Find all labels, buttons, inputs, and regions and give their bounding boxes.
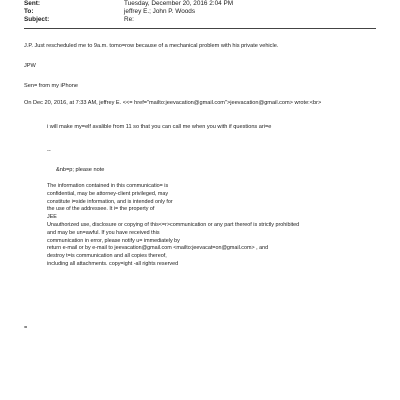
message-line: J.P. Just rescheduled me to 9a.m. tomo=row because of a mechanical problem with his private vehicle. [24, 43, 279, 49]
subject-label: Subject: [24, 15, 50, 23]
to-label: To: [24, 7, 34, 15]
sent-label: Sent: [24, 0, 40, 7]
disclaimer-line: communication in error, please notify u= immediately by [47, 237, 180, 244]
confidentiality-disclaimer [47, 183, 377, 269]
disclaimer-line: The information contained in this communicatio= is [47, 183, 169, 189]
to-value: jeffrey E.; John P. Woods [124, 7, 196, 15]
disclaimer-line: including all attachments. copy=ight -all rights reserved [47, 260, 179, 267]
disclaimer-line: and may be un=awful. If you have received this [47, 229, 160, 236]
to-row [24, 8, 380, 16]
email-header [24, 0, 380, 24]
subject-row [24, 16, 380, 24]
quoted-line: i will make my=elf avalible from 11 so that you can call me when you with if questions ari=e [47, 124, 272, 130]
disclaimer-line: constitute i=side information, and is intended only for [47, 198, 173, 205]
signature: JPW [24, 63, 36, 69]
disclaimer-line: the use of the addressee. It i= the property of [47, 206, 155, 213]
sent-row [24, 0, 380, 8]
disclaimer-line: return e-mail or by e-mail to jeevacation@gmail.com <mailto:jeevacat=on@gmail.com> , and [47, 245, 269, 252]
separator-dashes: -- [47, 148, 51, 154]
disclaimer-line: JEE [47, 214, 57, 221]
disclaimer-line: Unauthorized use, disclosure or copying of this<=r>communication or any part thereof is strictly prohibited [47, 221, 300, 228]
disclaimer-line: destroy t=is communication and all copies thereof, [47, 253, 167, 260]
quote-header: On Dec 20, 2016, at 7:33 AM, jeffrey E. <<= href="mailto:jeevacation@gmail.com">jeevacation@gmail.com> wrote:<br> [24, 100, 322, 106]
trailing-mark: = [24, 325, 28, 331]
sent-value: Tuesday, December 20, 2016 2:04 PM [124, 0, 234, 7]
subject-value: Re: [124, 15, 134, 23]
header-divider [24, 28, 376, 29]
disclaimer-line: confidential, may be attorney-client privileged, may [47, 190, 169, 197]
please-note-line: &nb=p; please note [56, 167, 105, 173]
sent-from-line: Sen= from my iPhone [24, 83, 78, 89]
